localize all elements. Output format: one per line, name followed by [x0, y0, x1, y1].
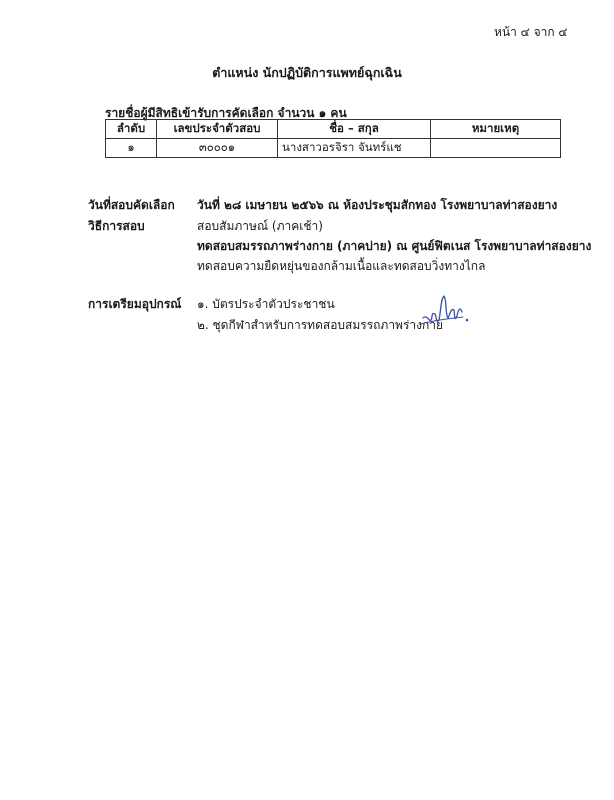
- column-header-remark: หมายเหตุ: [431, 120, 561, 139]
- preparation-label: การเตรียมอุปกรณ์: [88, 297, 182, 311]
- exam-method-label: วิธีการสอบ: [88, 219, 145, 233]
- page-number: หน้า ๔ จาก ๔: [494, 25, 568, 39]
- candidate-table: [105, 119, 561, 158]
- exam-method-line-2: ทดสอบสมรรถภาพร่างกาย (ภาคบ่าย) ณ ศูนย์ฟิตเนส โรงพยาบาลท่าสองยาง: [197, 239, 592, 253]
- candidate-list-heading: รายชื่อผู้มีสิทธิเข้ารับการคัดเลือก จำนวน ๑ คน: [105, 106, 347, 120]
- signature-image: [417, 290, 473, 336]
- preparation-item-2: ๒. ชุดกีฬาสำหรับการทดสอบสมรรถภาพร่างกาย: [197, 318, 444, 332]
- table-row: [106, 139, 561, 158]
- cell-order: ๑: [106, 139, 157, 158]
- cell-name: นางสาวอรจิรา จันทร์แช: [278, 139, 431, 158]
- exam-date-label: วันที่สอบคัดเลือก: [88, 198, 175, 212]
- column-header-name: ชื่อ – สกุล: [278, 120, 431, 139]
- column-header-exam-id: เลขประจำตัวสอบ: [157, 120, 278, 139]
- exam-method-line-3: ทดสอบความยืดหยุ่นของกล้ามเนื้อและทดสอบวิ่งทางไกล: [197, 259, 486, 273]
- table-header-row: [106, 120, 561, 139]
- document-title: ตำแหน่ง นักปฏิบัติการแพทย์ฉุกเฉิน: [212, 65, 402, 80]
- column-header-order: ลำดับ: [106, 120, 157, 139]
- exam-date-value: วันที่ ๒๘ เมษายน ๒๕๖๖ ณ ห้องประชุมสักทอง โรงพยาบาลท่าสองยาง: [197, 198, 558, 212]
- preparation-item-1: ๑. บัตรประจำตัวประชาชน: [197, 297, 335, 311]
- cell-remark: [431, 139, 561, 158]
- exam-method-line-1: สอบสัมภาษณ์ (ภาคเช้า): [197, 219, 323, 233]
- cell-exam-id: ๓๐๐๐๑: [157, 139, 278, 158]
